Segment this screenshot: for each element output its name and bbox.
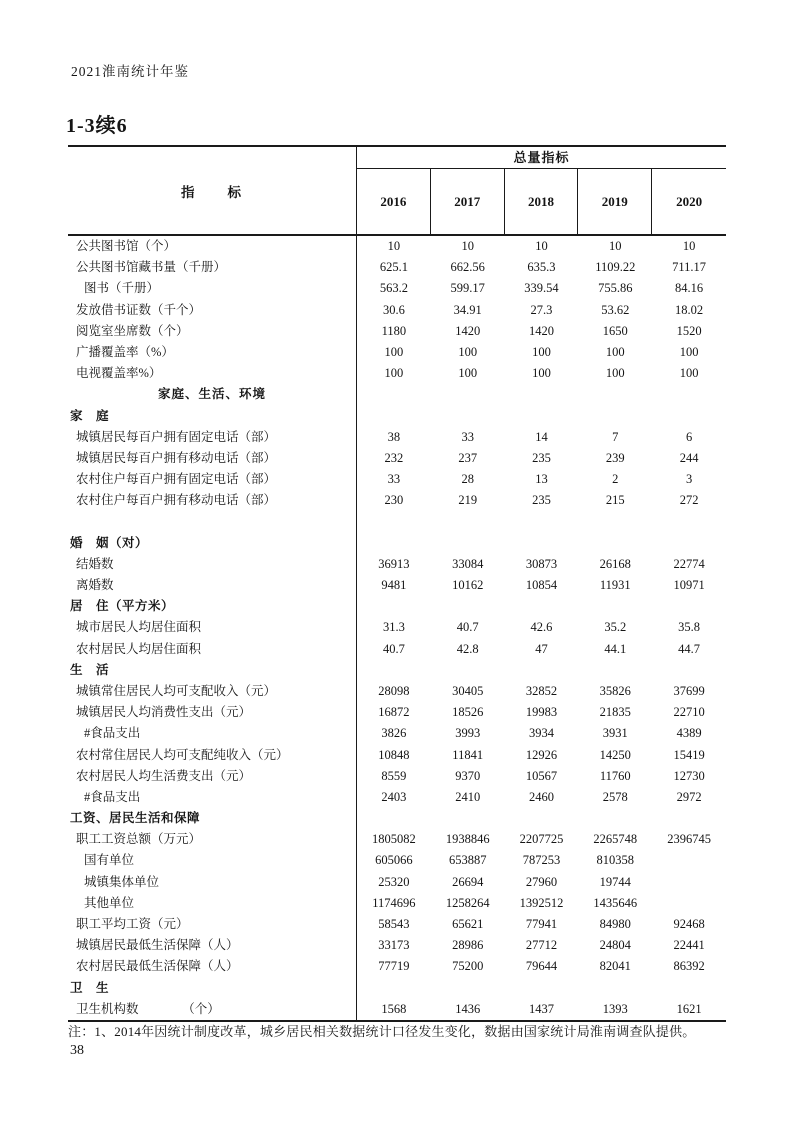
cell-value: 100 — [605, 344, 625, 359]
cell-value — [431, 384, 505, 405]
cell-value — [505, 808, 579, 829]
cell-value — [357, 596, 431, 617]
cell-value — [431, 808, 505, 829]
row-label: 公共图书馆（个） — [68, 236, 357, 257]
table-row — [68, 660, 726, 681]
cell-value: 65621 — [452, 917, 484, 931]
indicator-column-header: 指 标 — [68, 147, 357, 234]
row-label: 城镇居民每百户拥有移动电话（部） — [68, 448, 357, 469]
cell-value — [357, 533, 431, 554]
cell-value: 31.3 — [382, 620, 405, 635]
cell-value: 100 — [679, 366, 699, 381]
cell-value: 100 — [605, 366, 625, 381]
cell-value: 7 — [612, 429, 619, 444]
cell-value: 40.7 — [382, 641, 405, 656]
table-row — [68, 935, 726, 956]
row-label: 职工工资总额（万元） — [68, 829, 357, 850]
cell-value: 19983 — [525, 705, 558, 720]
data-columns-header — [357, 147, 726, 234]
row-label: 农村居民人均居住面积 — [68, 639, 357, 660]
cell-value: 1938846 — [445, 832, 490, 847]
cell-value — [431, 978, 505, 999]
cell-value: 635.3 — [527, 260, 556, 275]
table-row — [68, 829, 726, 850]
table-row — [68, 342, 726, 363]
cell-value: 605066 — [375, 853, 413, 868]
cell-value: 86392 — [673, 959, 705, 974]
cell-value: 3993 — [455, 726, 481, 741]
cell-value — [652, 978, 726, 999]
row-label: 家庭、生活、环境 — [68, 384, 357, 405]
cell-value: 34.91 — [453, 302, 482, 317]
row-label: 离婚数 — [68, 575, 357, 596]
row-label: 卫生机构数 （个） — [68, 999, 357, 1020]
cell-value: 1436 — [455, 1001, 481, 1016]
row-label: 工资、居民生活和保障 — [68, 808, 357, 829]
cell-value: 1650 — [602, 323, 628, 338]
row-label: 城镇居民人均消费性支出（元） — [68, 702, 357, 723]
cell-value: 6 — [685, 429, 693, 444]
cell-value — [505, 384, 579, 405]
cell-value: 10 — [609, 239, 622, 253]
table-row — [68, 406, 726, 427]
row-label: 卫 生 — [68, 978, 357, 999]
year-column-header: 2016 — [357, 169, 431, 234]
cell-value: 84.16 — [675, 281, 704, 296]
row-label: #食品支出 — [68, 787, 357, 808]
table-header — [68, 145, 726, 236]
row-label: 农村常住居民人均可支配纯收入（元） — [68, 745, 357, 766]
cell-value: 25320 — [378, 874, 410, 889]
cell-value: 10 — [682, 239, 696, 253]
row-label: 国有单位 — [68, 850, 357, 871]
cell-value: 100 — [384, 344, 404, 359]
table-row — [68, 681, 726, 702]
row-label: 农村住户每百户拥有移动电话（部） — [68, 490, 357, 511]
cell-value: 27712 — [525, 938, 558, 953]
cell-value: 3931 — [602, 726, 628, 741]
cell-value: 2396745 — [667, 832, 711, 847]
row-label: 阅览室坐席数（个） — [68, 321, 357, 342]
cell-value: 37699 — [673, 683, 705, 698]
cell-value: 10848 — [378, 747, 410, 762]
cell-value: 35.8 — [678, 620, 701, 635]
cell-value: 26694 — [452, 874, 484, 889]
cell-value: 77941 — [525, 917, 558, 931]
table-row — [68, 702, 726, 723]
cell-value: 58543 — [378, 917, 410, 931]
cell-value: 1392512 — [519, 895, 564, 910]
cell-value: 28 — [461, 472, 474, 487]
table-row — [68, 384, 726, 405]
cell-value — [578, 808, 652, 829]
cell-value — [652, 850, 726, 871]
cell-value: 215 — [605, 493, 625, 508]
cell-value: 8559 — [381, 768, 407, 783]
cell-value: 755.86 — [598, 281, 633, 296]
cell-value: 339.54 — [524, 281, 559, 296]
row-label: 图书（千册） — [68, 278, 357, 299]
cell-value: 1393 — [602, 1001, 628, 1016]
table-row — [68, 999, 726, 1020]
cell-value: 27.3 — [530, 302, 553, 317]
row-label: 农村住户每百户拥有固定电话（部） — [68, 469, 357, 490]
table-row — [68, 914, 726, 935]
row-label: 城镇常住居民人均可支配收入（元） — [68, 681, 357, 702]
cell-value: 22710 — [673, 705, 705, 720]
cell-value: 75200 — [452, 959, 484, 974]
table-row — [68, 766, 726, 787]
row-label: 农村居民人均生活费支出（元） — [68, 766, 357, 787]
table-row — [68, 321, 726, 342]
cell-value: 38 — [387, 429, 401, 444]
cell-value: 22774 — [673, 556, 705, 571]
cell-value — [357, 511, 431, 532]
row-label: 电视覆盖率%） — [68, 363, 357, 384]
table-row — [68, 596, 726, 617]
cell-value — [431, 660, 505, 681]
cell-value — [357, 406, 431, 427]
year-column-header: 2017 — [431, 169, 505, 234]
row-label: 广播覆盖率（%） — [68, 342, 357, 363]
cell-value: 18526 — [452, 705, 484, 720]
cell-value: 1520 — [676, 323, 702, 338]
table-number: 1-3续6 — [66, 115, 128, 137]
cell-value: 33173 — [378, 938, 410, 953]
cell-value: 16872 — [378, 705, 410, 720]
cell-value — [652, 406, 726, 427]
cell-value — [578, 978, 652, 999]
row-label: 农村居民最低生活保障（人） — [68, 956, 357, 977]
cell-value — [652, 808, 726, 829]
cell-value: 2460 — [528, 789, 554, 804]
cell-value: 53.62 — [601, 302, 630, 317]
cell-value: 653887 — [448, 853, 487, 868]
cell-value: 1568 — [381, 1001, 407, 1016]
cell-value: 272 — [679, 493, 699, 508]
table-row — [68, 554, 726, 575]
row-label: 居 住（平方米） — [68, 596, 357, 617]
cell-value: 12730 — [673, 768, 705, 783]
cell-value: 810358 — [596, 853, 635, 868]
cell-value — [578, 384, 652, 405]
cell-value — [431, 511, 505, 532]
page-number: 38 — [70, 1043, 84, 1058]
table-row — [68, 956, 726, 977]
cell-value: 24804 — [599, 938, 631, 953]
cell-value: 1258264 — [445, 895, 490, 910]
cell-value: 30405 — [452, 683, 484, 698]
cell-value: 232 — [384, 450, 404, 465]
cell-value — [431, 406, 505, 427]
cell-value: 42.6 — [530, 620, 553, 635]
row-label: 家 庭 — [68, 406, 357, 427]
cell-value — [505, 511, 579, 532]
cell-value: 26168 — [599, 556, 631, 571]
book-title: 2021淮南统计年鉴 — [71, 64, 189, 79]
cell-value: 28986 — [452, 938, 484, 953]
table-row — [68, 533, 726, 554]
cell-value: 1805082 — [372, 832, 416, 847]
cell-value: 84980 — [599, 917, 631, 931]
cell-value — [578, 660, 652, 681]
cell-value: 10 — [387, 239, 401, 253]
cell-value — [652, 660, 726, 681]
cell-value: 10 — [535, 239, 548, 253]
cell-value: 36913 — [378, 556, 410, 571]
cell-value: 33 — [461, 429, 474, 444]
cell-value: 237 — [458, 450, 478, 465]
cell-value: 599.17 — [450, 281, 485, 296]
cell-value: 2265748 — [593, 832, 638, 847]
cell-value: 662.56 — [450, 260, 485, 275]
cell-value: 10162 — [452, 578, 484, 592]
cell-value — [431, 596, 505, 617]
cell-value: 2410 — [455, 789, 481, 804]
row-label: 生 活 — [68, 660, 357, 681]
cell-value: 33084 — [452, 556, 484, 571]
table-row — [68, 723, 726, 744]
cell-value: 32852 — [525, 683, 558, 698]
table-body — [68, 236, 726, 1022]
cell-value: 11841 — [452, 747, 484, 762]
cell-value — [505, 660, 579, 681]
cell-value: 19744 — [599, 874, 631, 889]
row-label — [68, 511, 357, 532]
cell-value: 30.6 — [382, 302, 405, 317]
cell-value: 10567 — [525, 768, 558, 783]
footnote: 注：1、2014年因统计制度改革，城乡居民相关数据统计口径发生变化，数据由国家统计局淮南调查队提供。 — [68, 1024, 696, 1039]
cell-value: 2207725 — [519, 832, 564, 847]
cell-value: 1180 — [381, 323, 407, 338]
cell-value — [578, 596, 652, 617]
cell-value — [505, 978, 579, 999]
cell-value: 82041 — [599, 959, 631, 974]
cell-value: 10 — [461, 239, 474, 253]
cell-value: 35.2 — [604, 620, 627, 635]
cell-value: 625.1 — [379, 260, 408, 275]
cell-value: 3934 — [528, 726, 554, 741]
cell-value: 15419 — [673, 747, 705, 762]
cell-value: 28098 — [378, 683, 410, 698]
cell-value — [652, 384, 726, 405]
cell-value: 42.8 — [456, 641, 479, 656]
table-row — [68, 745, 726, 766]
cell-value: 1435646 — [593, 895, 638, 910]
cell-value: 1437 — [528, 1001, 554, 1016]
cell-value: 77719 — [378, 959, 410, 974]
cell-value: 2578 — [602, 789, 628, 804]
cell-value: 787253 — [522, 853, 561, 868]
year-header-row — [357, 169, 726, 234]
row-label: #食品支出 — [68, 723, 357, 744]
table-row — [68, 427, 726, 448]
cell-value: 14250 — [599, 747, 631, 762]
cell-value — [505, 406, 579, 427]
cell-value — [652, 872, 726, 893]
cell-value: 44.1 — [604, 641, 627, 656]
cell-value: 40.7 — [456, 620, 479, 635]
cell-value: 219 — [458, 493, 478, 508]
row-label: 城市居民人均居住面积 — [68, 617, 357, 638]
cell-value: 2972 — [676, 789, 702, 804]
table-row — [68, 893, 726, 914]
row-label: 职工平均工资（元） — [68, 914, 357, 935]
table-row — [68, 490, 726, 511]
cell-value: 239 — [605, 450, 625, 465]
table-row — [68, 278, 726, 299]
cell-value: 244 — [679, 450, 699, 465]
cell-value: 2 — [612, 472, 619, 487]
cell-value: 1621 — [676, 1001, 702, 1016]
cell-value: 1109.22 — [595, 260, 636, 275]
cell-value: 235 — [532, 493, 551, 508]
group-header: 总量指标 — [357, 147, 726, 169]
table-row — [68, 808, 726, 829]
table-row — [68, 617, 726, 638]
cell-value: 30873 — [525, 556, 558, 571]
cell-value: 10971 — [673, 578, 705, 592]
cell-value: 35826 — [599, 683, 631, 698]
table-row — [68, 257, 726, 278]
cell-value: 1420 — [528, 323, 554, 338]
cell-value: 100 — [458, 344, 478, 359]
cell-value: 47 — [535, 641, 548, 656]
cell-value: 235 — [532, 450, 551, 465]
cell-value — [578, 406, 652, 427]
table-row — [68, 787, 726, 808]
cell-value — [578, 533, 652, 554]
cell-value — [357, 978, 431, 999]
cell-value: 79644 — [525, 959, 558, 974]
cell-value — [357, 660, 431, 681]
cell-value — [652, 511, 726, 532]
cell-value: 100 — [532, 366, 551, 381]
row-label: 城镇居民最低生活保障（人） — [68, 935, 357, 956]
cell-value: 563.2 — [379, 281, 408, 296]
row-label: 其他单位 — [68, 893, 357, 914]
row-label: 婚 姻（对） — [68, 533, 357, 554]
cell-value: 2403 — [381, 789, 407, 804]
table-row — [68, 448, 726, 469]
cell-value: 12926 — [525, 747, 558, 762]
cell-value: 3826 — [381, 726, 407, 741]
cell-value: 21835 — [599, 705, 631, 720]
year-column-header: 2018 — [505, 169, 579, 234]
year-column-header: 2020 — [676, 193, 703, 209]
cell-value: 100 — [679, 344, 699, 359]
cell-value: 100 — [384, 366, 404, 381]
cell-value — [357, 384, 431, 405]
cell-value: 1420 — [455, 323, 481, 338]
cell-value: 13 — [535, 472, 548, 487]
cell-value: 100 — [532, 344, 551, 359]
row-label: 城镇集体单位 — [68, 872, 357, 893]
cell-value: 711.17 — [672, 260, 707, 275]
cell-value — [357, 808, 431, 829]
cell-value: 9370 — [455, 768, 481, 783]
cell-value: 14 — [535, 429, 548, 444]
cell-value — [505, 533, 579, 554]
cell-value: 18.02 — [675, 302, 704, 317]
table-row — [68, 872, 726, 893]
table-row — [68, 575, 726, 596]
statistics-table — [68, 145, 726, 1022]
cell-value: 230 — [384, 493, 404, 508]
cell-value: 92468 — [673, 917, 705, 931]
cell-value: 10854 — [525, 578, 558, 592]
cell-value: 11760 — [599, 768, 631, 783]
cell-value: 27960 — [525, 874, 558, 889]
cell-value — [652, 893, 726, 914]
table-row — [68, 363, 726, 384]
cell-value: 3 — [685, 472, 693, 487]
cell-value — [431, 533, 505, 554]
table-row — [68, 236, 726, 257]
table-row — [68, 639, 726, 660]
cell-value: 100 — [458, 366, 478, 381]
table-row — [68, 300, 726, 321]
year-column-header: 2019 — [578, 169, 652, 234]
row-label: 结婚数 — [68, 554, 357, 575]
table-row — [68, 850, 726, 871]
cell-value — [652, 533, 726, 554]
cell-value — [652, 596, 726, 617]
cell-value: 22441 — [673, 938, 705, 953]
cell-value: 44.7 — [678, 641, 701, 656]
cell-value — [578, 511, 652, 532]
cell-value: 11931 — [599, 578, 631, 592]
table-row — [68, 511, 726, 532]
row-label: 发放借书证数（千个） — [68, 300, 357, 321]
cell-value: 9481 — [381, 578, 407, 592]
cell-value — [505, 596, 579, 617]
cell-value: 1174696 — [372, 895, 416, 910]
cell-value: 33 — [387, 472, 401, 487]
row-label: 公共图书馆藏书量（千册） — [68, 257, 357, 278]
cell-value: 4389 — [676, 726, 702, 741]
table-row — [68, 978, 726, 999]
table-row — [68, 469, 726, 490]
row-label: 城镇居民每百户拥有固定电话（部） — [68, 427, 357, 448]
